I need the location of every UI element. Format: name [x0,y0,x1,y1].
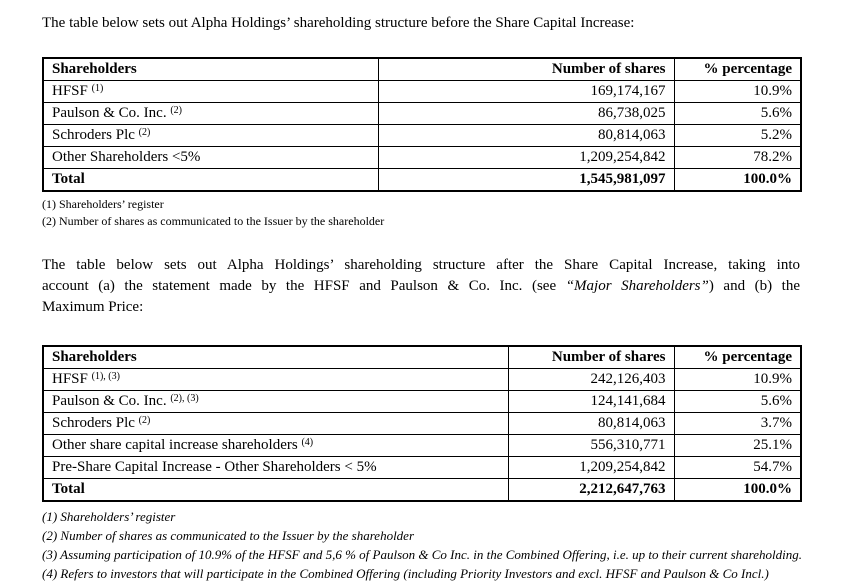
shareholding-table-before [42,57,802,192]
total-label: Total [43,169,378,192]
footnote-2: (2) Number of shares as communicated to the Issuer by the shareholder [42,528,415,543]
percentage-value: 10.9% [674,81,801,103]
table-row [43,391,801,413]
percentage-value: 5.6% [674,391,801,413]
paragraph-line [42,276,800,297]
column-header-shareholders: Shareholders [43,58,378,81]
footnote-reference: (4) [301,437,314,448]
shares-value: 86,738,025 [378,103,674,125]
column-header-number-of-shares: Number of shares [378,58,674,81]
column-header-percentage: % percentage [674,58,801,81]
total-shares-value: 2,212,647,763 [508,479,674,502]
table-row [43,413,801,435]
percentage-value: 5.2% [674,125,801,147]
table-row [43,369,801,391]
column-header-number-of-shares: Number of shares [508,346,674,369]
table-total-row [43,169,801,192]
percentage-value: 54.7% [674,457,801,479]
table-row [43,435,801,457]
total-shares-value: 1,545,981,097 [378,169,674,192]
footnote-2: (2) Number of shares as communicated to the Issuer by the shareholder [42,214,385,228]
footnotes-after-table [42,507,842,583]
footnote-1: (1) Shareholders’ register [42,509,176,524]
shareholder-name: Schroders Plc [52,415,135,431]
shares-value: 124,141,684 [508,391,674,413]
shares-value: 556,310,771 [508,435,674,457]
intro-paragraph-before: The table below sets out Alpha Holdings’ shareholding structure before the Share Capital Increase: [42,15,635,31]
shareholder-name: Other share capital increase shareholders [52,437,298,453]
footnote-reference: (1) [91,83,104,94]
footnote-reference: (2), (3) [170,393,199,404]
shareholder-name: Paulson & Co. Inc. [52,105,167,121]
shareholder-name: Pre-Share Capital Increase - Other Shareholders < 5% [43,457,508,479]
shareholder-name: Schroders Plc [52,127,135,143]
total-percentage-value: 100.0% [674,169,801,192]
table-row [43,457,801,479]
total-percentage-value: 100.0% [674,479,801,502]
percentage-value: 5.6% [674,103,801,125]
table-total-row [43,479,801,502]
shares-value: 169,174,167 [378,81,674,103]
shareholder-name: HFSF [52,83,88,99]
footnote-1: (1) Shareholders’ register [42,197,164,211]
footnotes-before-table [42,196,800,230]
percentage-value: 10.9% [674,369,801,391]
paragraph-line: Maximum Price: [42,299,144,315]
percentage-value: 25.1% [674,435,801,457]
footnote-reference: (2) [138,127,151,138]
table-row [43,81,801,103]
total-label: Total [43,479,508,502]
shares-value: 1,209,254,842 [378,147,674,169]
shareholder-name: Paulson & Co. Inc. [52,393,167,409]
footnote-3: (3) Assuming participation of 10.9% of the HFSF and 5,6 % of Paulson & Co Inc. in the Combined Offering, i.e. up to their current shareholding. [42,547,802,562]
column-header-shareholders: Shareholders [43,346,508,369]
shareholding-table-after [42,345,802,502]
shareholder-name: Other Shareholders <5% [43,147,378,169]
italic-reference: “Major Shareholders” [565,278,709,294]
table-row [43,147,801,169]
shares-value: 80,814,063 [378,125,674,147]
column-header-percentage: % percentage [674,346,801,369]
footnote-reference: (1), (3) [91,371,120,382]
shareholder-name: HFSF [52,371,88,387]
table-header-row [43,58,801,81]
paragraph-text: ) and (b) the [708,278,801,294]
paragraph-text: account (a) the statement made by the HFSF and Paulson & Co. Inc. (see [42,278,566,294]
table-header-row [43,346,801,369]
table-row [43,103,801,125]
footnote-reference: (2) [138,415,151,426]
shares-value: 80,814,063 [508,413,674,435]
shares-value: 242,126,403 [508,369,674,391]
footnote-4: (4) Refers to investors that will participate in the Combined Offering (including Priority Investors and excl. HFSF and Paulson & Co Incl.) [42,566,769,581]
percentage-value: 3.7% [674,413,801,435]
intro-paragraph-after [42,255,800,318]
percentage-value: 78.2% [674,147,801,169]
paragraph-line: The table below sets out Alpha Holdings’ shareholding structure after the Share Capital Increase, taking into [42,257,800,273]
footnote-reference: (2) [170,105,183,116]
table-row [43,125,801,147]
shares-value: 1,209,254,842 [508,457,674,479]
